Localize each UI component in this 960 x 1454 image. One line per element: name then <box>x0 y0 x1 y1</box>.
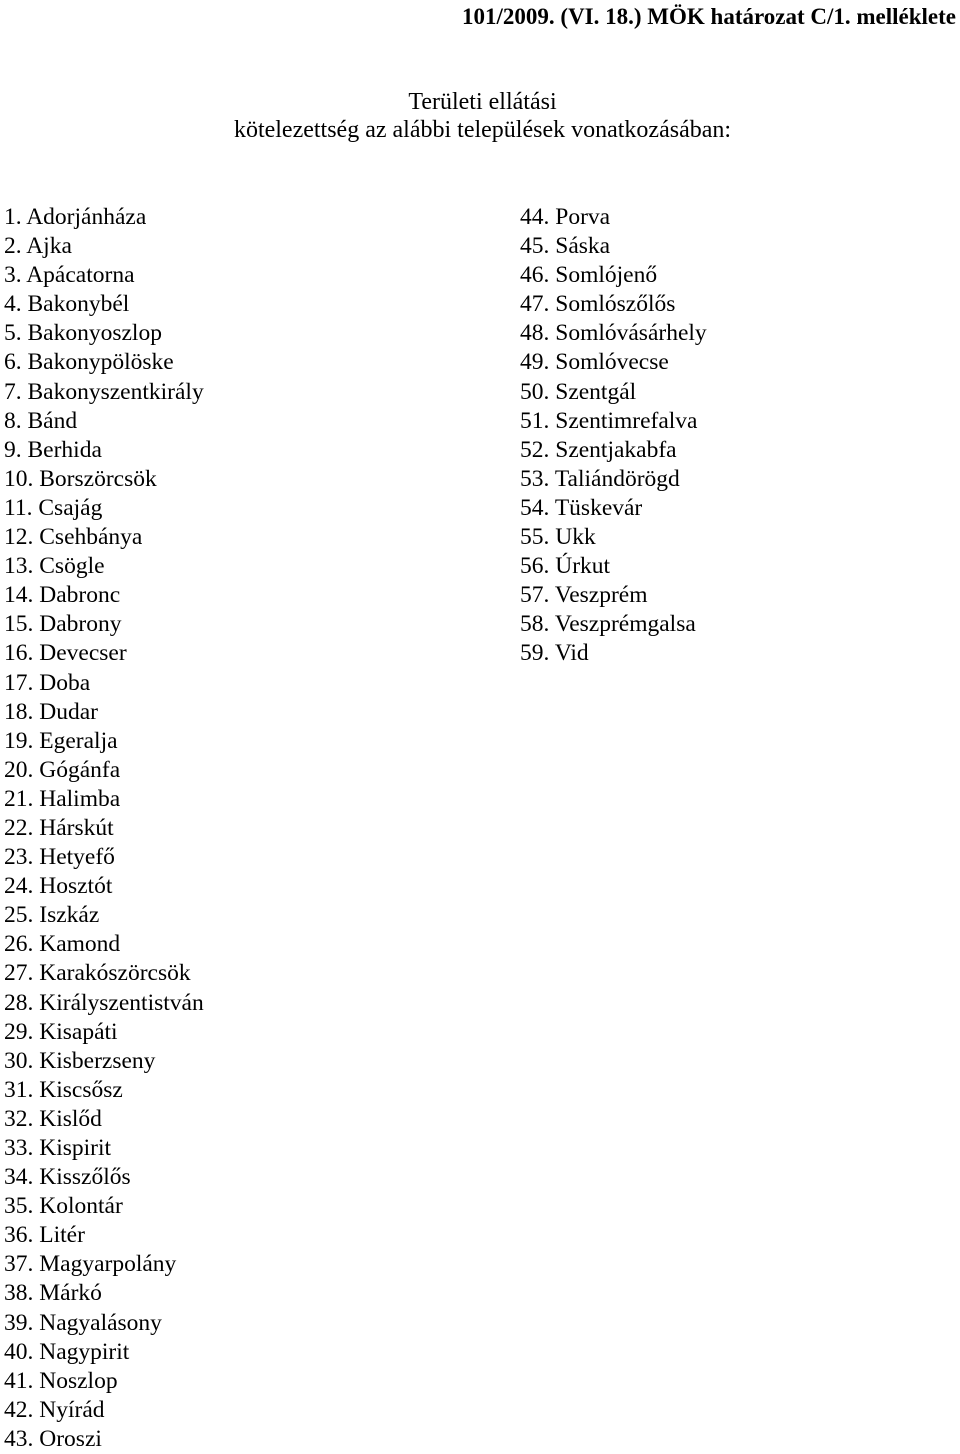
settlement-list-item: 43. Oroszi <box>4 1425 102 1452</box>
settlement-list-item: 36. Litér <box>4 1222 85 1249</box>
settlement-list-item: 39. Nagyalásony <box>4 1309 162 1336</box>
settlement-list-item: 57. Veszprém <box>520 582 648 609</box>
settlement-list-item: 55. Ukk <box>520 524 596 551</box>
settlement-list-item: 34. Kisszőlős <box>4 1164 131 1191</box>
settlement-list-item: 49. Somlóvecse <box>520 349 669 376</box>
settlement-list-item: 11. Csajág <box>4 494 103 521</box>
settlement-list-item: 33. Kispirit <box>4 1135 112 1161</box>
settlement-list-item: 52. Szentjakabfa <box>520 436 677 463</box>
settlement-list-item: 45. Sáska <box>520 233 611 260</box>
settlement-list-item: 35. Kolontár <box>4 1193 123 1220</box>
settlement-list-item: 29. Kisapáti <box>4 1018 118 1045</box>
settlement-list-item: 30. Kisberzseny <box>4 1047 156 1074</box>
settlement-list-item: 44. Porva <box>520 204 611 230</box>
settlement-list-item: 6. Bakonypölöske <box>4 349 174 376</box>
subtitle-line-1: Területi ellátási <box>408 89 557 115</box>
settlement-list-item: 48. Somlóvásárhely <box>520 320 707 347</box>
settlement-list-item: 10. Borszörcsök <box>4 465 157 492</box>
settlement-list-item: 1. Adorjánháza <box>4 204 147 230</box>
settlement-list-item: 42. Nyírád <box>4 1396 105 1423</box>
settlement-list-item: 2. Ajka <box>4 233 72 260</box>
settlement-list-item: 38. Márkó <box>4 1280 102 1307</box>
settlement-list-item: 32. Kislőd <box>4 1105 102 1132</box>
settlement-list-item: 23. Hetyefő <box>4 844 115 871</box>
settlement-list-item: 8. Bánd <box>4 407 78 434</box>
settlement-list-item: 27. Karakószörcsök <box>4 960 191 987</box>
settlement-list-item: 25. Iszkáz <box>4 902 100 929</box>
settlement-list-item: 15. Dabrony <box>4 611 122 638</box>
settlement-list-item: 31. Kiscsősz <box>4 1076 123 1103</box>
settlement-list-item: 28. Királyszentistván <box>4 989 204 1016</box>
settlement-list-item: 53. Taliándörögd <box>520 465 680 492</box>
settlement-list-item: 13. Csögle <box>4 553 105 580</box>
settlement-list-left <box>4 203 424 1454</box>
settlement-list-item: 12. Csehbánya <box>4 524 143 551</box>
settlement-list-right <box>520 203 940 669</box>
settlement-list-item: 41. Noszlop <box>4 1367 118 1394</box>
settlement-list-item: 47. Somlószőlős <box>520 291 676 318</box>
settlement-list-item: 14. Dabronc <box>4 582 121 609</box>
settlement-list-item: 3. Apácatorna <box>4 262 135 289</box>
settlement-list-item: 46. Somlójenő <box>520 262 658 289</box>
settlement-list-item: 51. Szentimrefalva <box>520 407 698 434</box>
settlement-list-item: 18. Dudar <box>4 698 98 725</box>
settlement-list-item: 7. Bakonyszentkirály <box>4 378 204 405</box>
subtitle-line-2: kötelezettség az alábbi települések vonatkozásában: <box>233 117 732 143</box>
settlement-list-item: 58. Veszprémgalsa <box>520 611 696 638</box>
settlement-list-item: 59. Vid <box>520 640 589 667</box>
settlement-list-item: 20. Gógánfa <box>4 756 121 783</box>
settlement-list-item: 9. Berhida <box>4 436 102 463</box>
settlement-list-item: 54. Tüskevár <box>520 494 643 521</box>
document-header: 101/2009. (VI. 18.) MÖK határozat C/1. melléklete <box>462 4 956 29</box>
settlement-list-item: 17. Doba <box>4 669 91 696</box>
settlement-list-item: 21. Halimba <box>4 785 121 812</box>
settlement-list-item: 4. Bakonybél <box>4 291 130 318</box>
settlement-list-item: 50. Szentgál <box>520 378 637 405</box>
settlement-list-item: 16. Devecser <box>4 640 127 667</box>
document-subtitle <box>0 88 960 144</box>
settlement-list-item: 56. Úrkut <box>520 553 611 580</box>
settlement-list-item: 37. Magyarpolány <box>4 1251 177 1278</box>
settlement-list-item: 19. Egeralja <box>4 727 118 754</box>
settlement-list-item: 40. Nagypirit <box>4 1338 130 1365</box>
settlement-list-item: 5. Bakonyoszlop <box>4 320 162 347</box>
settlement-list-item: 24. Hosztót <box>4 873 113 900</box>
settlement-list-item: 22. Hárskút <box>4 814 114 841</box>
settlement-list-item: 26. Kamond <box>4 931 121 958</box>
